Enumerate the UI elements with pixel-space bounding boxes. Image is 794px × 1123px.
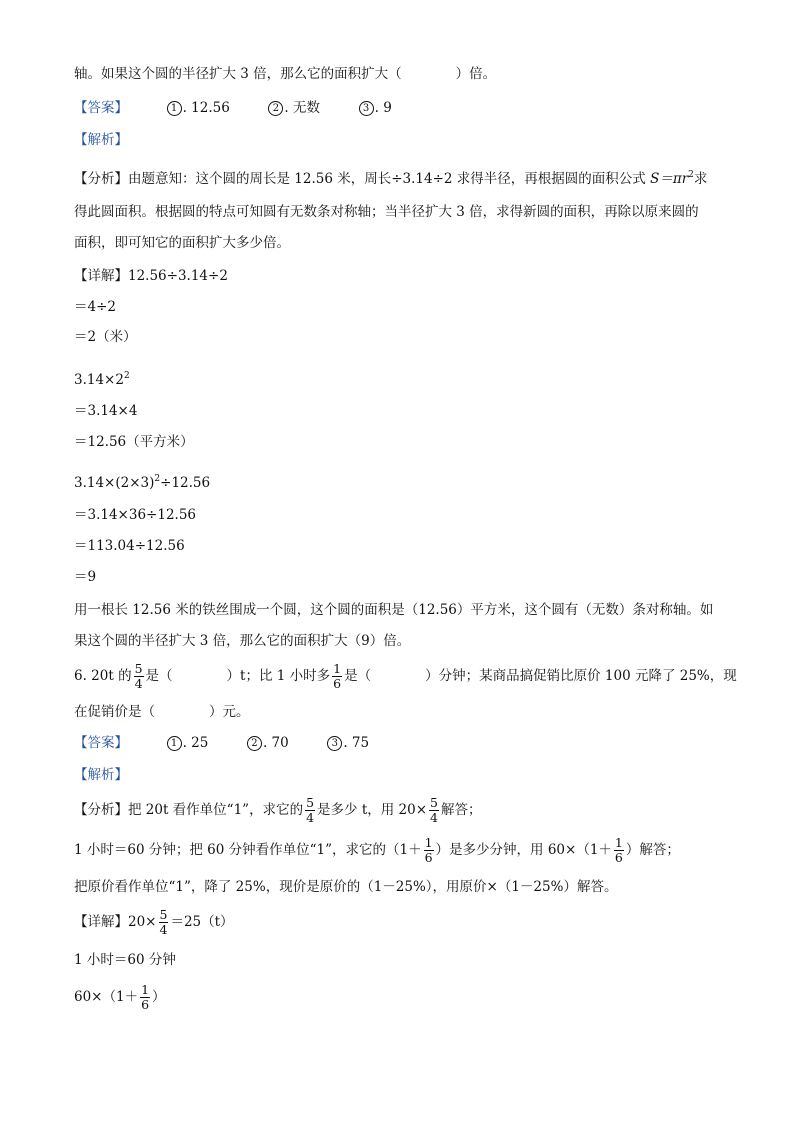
xiangjie-tag: 【详解】 [74,914,128,930]
step-line: ＝12.56（平方米） [74,434,194,450]
q5-answer-line [74,98,392,118]
fenxi-tag: 【分析】 [74,171,128,187]
answer-1: . 12.56 [182,100,230,116]
circled-number-icon: 1 [167,101,182,116]
numerator: 5 [306,795,315,810]
area-exponent: 2 [123,371,130,381]
step-line: ＝9 [74,569,97,585]
circled-number-icon: 1 [167,736,182,751]
xiangjie-tag: 【详解】 [74,268,128,284]
fenxi-text: 是多少 t，用 20× [317,802,428,818]
q5-fenxi-line-2: 得此圆面积。根据圆的特点可知圆有无数条对称轴；当半径扩大 3 倍，求得新圆的面积，再除以原来圆的 [74,204,699,220]
fraction [305,796,315,825]
fenxi-tag: 【分析】 [74,802,128,818]
denominator: 4 [134,676,143,691]
detail-text: ＝25（t） [170,914,234,930]
answer-tag: 【答案】 [74,735,128,751]
fraction [424,836,434,865]
q6-text: 是（ ）t；比 1 小时多 [145,668,331,684]
fraction [429,796,439,825]
fenxi-text-end: 求 [693,171,708,187]
area-base: 3.14×2 [74,372,124,388]
denominator: 6 [614,850,623,865]
circled-number-icon: 3 [359,101,374,116]
q6-text: 是（ ）分钟；某商品搞促销比原价 100 元降了 25%，现 [344,668,737,684]
answer-2: . 无数 [284,100,321,116]
q6-question-line-2: 在促销价是（ ）元。 [74,704,250,720]
new-exponent: 2 [154,474,161,484]
circled-number-icon: 3 [327,736,342,751]
step-line: ＝3.14×4 [74,403,138,419]
answer-1: . 25 [182,735,209,751]
answer-3: . 75 [343,735,370,751]
q6-detail-line-3 [74,982,166,1012]
answer-tag: 【答案】 [74,100,128,116]
circled-number-icon: 2 [247,736,262,751]
fraction [134,662,144,691]
q6-question-line-1 [74,662,737,691]
fraction [159,908,169,937]
fraction [332,662,342,691]
q6-text: 6. 20t 的 [74,668,132,684]
answer-3: . 9 [374,100,392,116]
q6-fenxi-line-3: 把原价看作单位“1”，降了 25%，现价是原价的（1－25%），用原价×（1－25%）解答。 [74,879,618,895]
q5-conclusion-2: 果这个圆的半径扩大 3 倍，那么它的面积扩大（9）倍。 [74,633,411,649]
step-line: ＝113.04÷12.56 [74,538,185,554]
fraction [614,836,624,865]
answer-2: . 70 [262,735,289,751]
q6-fenxi-line-1 [74,795,481,825]
q6-fenxi-line-2 [74,835,680,865]
fenxi-text: 解答； [440,802,482,818]
q6-detail-line-1 [74,907,234,937]
q6-detail-line-2: 1 小时＝60 分钟 [74,952,176,968]
step-line: ＝2（米） [74,329,137,345]
new-base: 3.14×(2×3) [74,475,155,491]
denominator: 4 [430,810,438,825]
detail-text: 20× [128,914,157,930]
q5-question-tail: 轴。如果这个圆的半径扩大 3 倍，那么它的面积扩大（ ）倍。 [74,66,497,82]
fenxi-text: 1 小时＝60 分钟；把 60 分钟看作单位“1”，求它的（1＋ [74,842,422,858]
q5-detail-line [74,266,228,286]
q6-answer-line [74,733,369,753]
area-calc-line [74,366,130,390]
circled-number-icon: 2 [268,101,283,116]
fenxi-text: 把 20t 看作单位“1”，求它的 [128,802,304,818]
denominator: 4 [159,922,168,937]
denominator: 4 [306,810,315,825]
denominator: 6 [333,676,342,691]
fenxi-text: ）是多少分钟，用 60×（1＋ [435,842,612,858]
fraction [140,983,150,1012]
new-area-calc-line [74,469,210,493]
new-tail: ÷12.56 [160,475,211,491]
detail-text: 60×（1＋ [74,989,139,1005]
analysis-tag: 【解析】 [74,132,128,148]
q5-fenxi-line-1 [74,165,707,189]
denominator: 6 [141,997,150,1012]
numerator: 1 [424,835,433,850]
formula-exponent: 2 [688,170,694,180]
numerator: 1 [141,982,150,997]
q5-conclusion-1: 用一根长 12.56 米的铁丝围成一个圆，这个圆的面积是（12.56）平方米，这个圆有（无数）条对称轴。如 [74,602,714,618]
analysis-tag: 【解析】 [74,767,128,783]
step-line: ＝4÷2 [74,299,116,315]
denominator: 6 [424,850,433,865]
step-line: ＝3.14×36÷12.56 [74,507,197,523]
area-formula: S＝πr [650,171,689,187]
step-text: 12.56÷3.14÷2 [128,268,228,284]
numerator: 5 [430,795,438,810]
fenxi-text: 由题意知：这个圆的周长是 12.56 米，周长÷3.14÷2 求得半径，再根据圆的面积公式 [128,171,646,187]
numerator: 5 [134,661,143,676]
q5-fenxi-line-3: 面积，即可知它的面积扩大多少倍。 [74,235,290,251]
fenxi-text: ）解答； [625,842,680,858]
numerator: 5 [159,907,168,922]
numerator: 1 [333,661,342,676]
numerator: 1 [614,835,623,850]
detail-text: ） [152,989,166,1005]
